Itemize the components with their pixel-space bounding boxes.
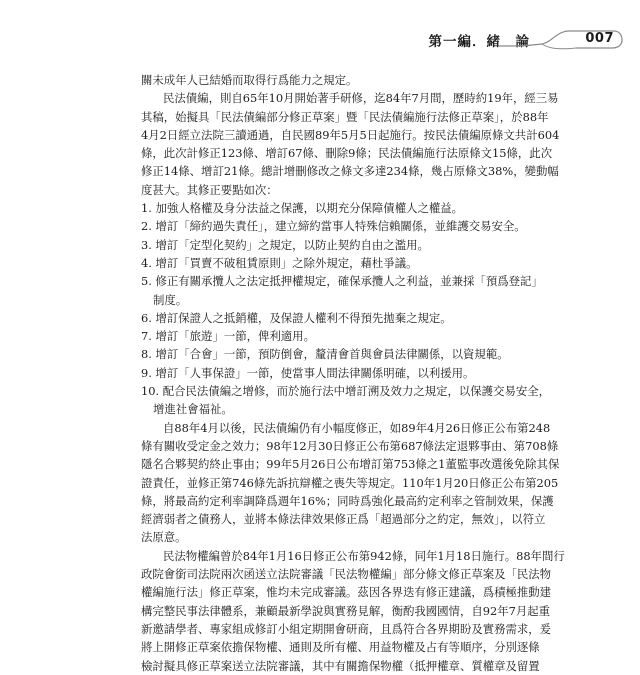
text-line: 關未成年人已結婚而取得行爲能力之規定。 — [141, 73, 358, 87]
text-line: 度甚大。其修正要點如次： — [141, 182, 278, 197]
list-item-line: 3. 增訂「定型化契約」之規定，以防止契約自由之濫用。 — [141, 237, 429, 252]
list-item-line: 增進社會福祉。 — [153, 402, 233, 417]
text-line: 權編施行法」修正草案，惟均未完成審議。茲因各界迭有修正建議，爲積極推動建 — [141, 585, 552, 600]
text-line: 隱名合夥契約終止事由；99年5月26日公布增訂第753條之1董監事改選後免除其保 — [141, 457, 560, 472]
list-item-line: 10. 配合民法債編之增修，而於施行法中增訂溯及效力之規定，以保護交易安全， — [141, 384, 551, 399]
text-line: 經濟弱者之債務人，並將本條法律效果修正爲「超過部分之約定，無效」，以符立 — [141, 512, 546, 527]
text-line: 條有關收受定金之效力；98年12月30日修正公布第687條法定退夥事由、第708條 — [141, 438, 559, 453]
list-item-line: 8. 增訂「合會」一節，預防倒會，釐清會首與會員法律關係，以資規範。 — [141, 347, 509, 362]
list-item-line: 1. 加強人格權及身分法益之保護，以期充分保障債權人之權益。 — [141, 201, 464, 216]
text-line: 4月2日經立法院三讀通過，自民國89年5月5日起施行。按民法債編原條文共計604 — [141, 127, 560, 142]
text-line: 條，將最高約定利率調降爲週年16%；同時爲強化最高約定利率之管制效果，保護 — [141, 493, 554, 508]
text-line: 檢討擬具修正草案送立法院審議，其中有關擔保物權（抵押權章、質權章及留置 — [141, 658, 540, 673]
body-text — [141, 71, 565, 675]
text-line: 證責任，並修正第746條先訴抗辯權之喪失等規定。110年1月20日修正公布第205 — [141, 475, 559, 490]
list-item-line: 制度。 — [153, 292, 188, 307]
text-line: 構完整民事法律體系，兼顧最新學說與實務見解，衡酌我國國情，自92年7月起重 — [141, 603, 551, 618]
page-number: 007 — [585, 31, 614, 46]
list-item-line: 2. 增訂「締約過失責任」，建立締約當事人特殊信賴關係，並維護交易安全。 — [141, 219, 526, 234]
text-line: 自88年4月以後，民法債編仍有小幅度修正，如89年4月26日修正公布第248 — [163, 420, 551, 435]
list-item-line: 4. 增訂「買賣不破租賃原則」之除外規定，藉杜爭議。 — [141, 255, 418, 270]
list-item-line: 7. 增訂「旅遊」一節，俾利適用。 — [141, 329, 315, 344]
list-item-line: 9. 增訂「人事保證」一節，使當事人間法律關係明確，以利援用。 — [141, 365, 475, 380]
text-line: 條，此次計修正123條、增訂67條、刪除9條；民法債編施行法原條文15條，此次 — [141, 146, 553, 161]
text-line: 將上開修正草案依擔保物權、通則及所有權、用益物權及占有等順序，分別逐條 — [141, 640, 540, 655]
text-line: 修正14條、增訂21條。總計增刪修改之條文多達234條，幾占原條文38%，變動幅 — [141, 164, 559, 179]
text-line: 其稿，始擬具「民法債編部分修正草案」暨「民法債編施行法修正草案」，於88年 — [141, 109, 549, 124]
chapter-title: 第一編．緒 論 — [428, 34, 530, 50]
text-line: 民法債編，則自65年10月開始著手研修，迄84年7月間，歷時約19年，經三易 — [163, 91, 559, 106]
list-item-line: 6. 增訂保證人之抵銷權，及保證人權利不得預先拋棄之規定。 — [141, 310, 452, 325]
text-line: 政院會銜司法院兩次函送立法院審議「民法物權編」部分條文修正草案及「民法物 — [141, 567, 552, 582]
text-line: 民法物權編曾於84年1月16日修正公布第942條，同年1月18日施行。88年間行 — [163, 548, 565, 563]
text-line: 法原意。 — [141, 530, 187, 545]
list-item-line: 5. 修正有關承攬人之法定抵押權規定，確保承攬人之利益，並兼採「預爲登記」 — [141, 274, 543, 289]
text-line: 新邀請學者、專家組成修訂小組定期開會研商，且爲符合各界期盼及實務需求，爰 — [141, 621, 552, 636]
page-header — [0, 26, 640, 54]
